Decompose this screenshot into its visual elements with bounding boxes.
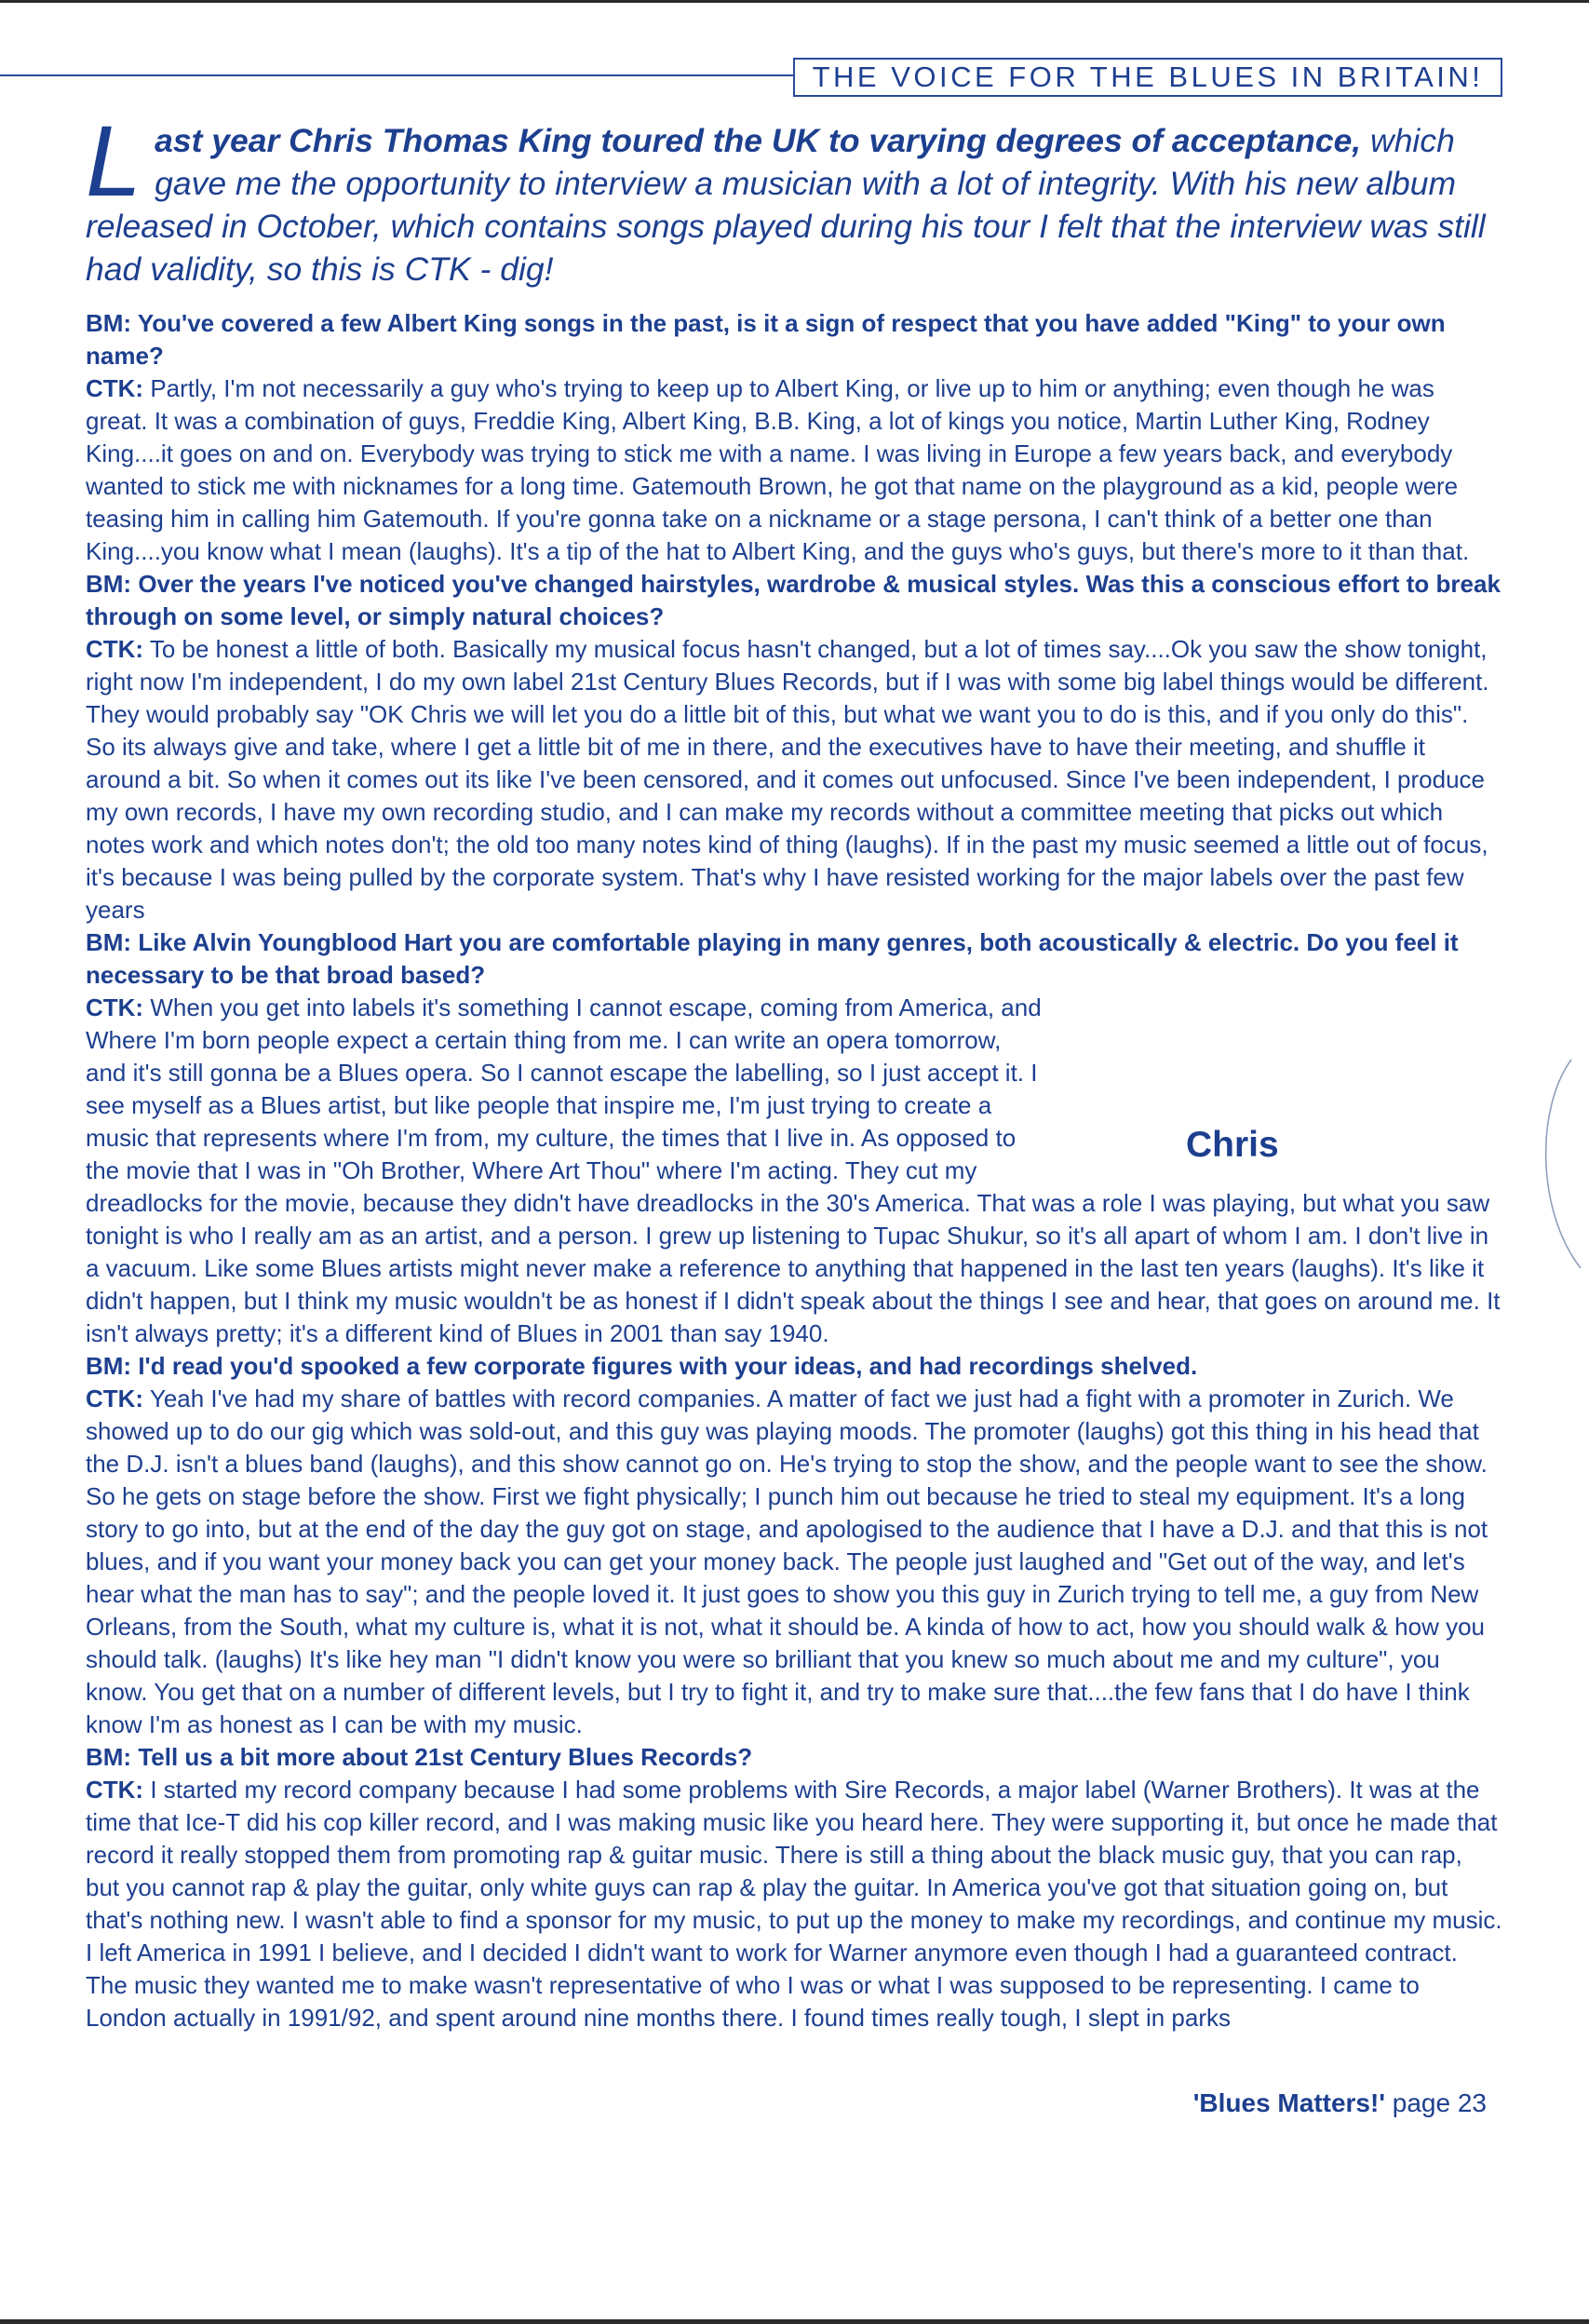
answer-text: When you get into labels it's something I cannot escape, coming from America, and Where I'm born people expect a certain thing from me. I can write an opera tomorrow, and it's still gonna be a Blues opera. So I cannot escape the labelling, so I just accept it. I see myself as a Blues artist, but like people that inspire me, I'm just trying to create a music that represents where I'm from, my culture, the times that I live in. As opposed to the movie that I was in "Oh Brother, Where Art Thou" where I'm acting. They cut my dreadlocks for the movie, because they didn't have dreadlocks in the 30's America. That was a role I was playing, but what you saw tonight is who I really am as an artist, and a person. I grew up listening to Tupac Shukur, so it's all apart of whom I am. I don't live in a vacuum. Like some Blues artists might never make a reference to anything that happened in the last ten years (laughs). It's like it didn't happen, but I think my music wouldn't be as honest if I didn't speak about the things I see and hear, that goes on around me. It isn't always pretty; it's a different kind of Blues in 2001 than say 1940.	[86, 993, 1501, 1347]
answer-text: Yeah I've had my share of battles with record companies. A matter of fact we just had a fight with a promoter in Zurich. We showed up to do our gig which was sold-out, and this guy was playing moods. The promoter (laughs) got this thing in his head that the D.J. isn't a blues band (laughs), and this show cannot go on. He's trying to stop the show, and the people want to see the show. So he gets on stage before the show. First we fight physically; I punch him out because he tried to steal my equipment. It's a long story to go into, but at the end of the day the guy got on stage, and apologised to the audience that I have a D.J. and that this is not blues, and if you want your money back you can get your money back. The people just laughed and "Get out of the way, and let's hear what the man has to say"; and the people loved it. It just goes to show you this guy in Zurich trying to tell me, a guy from New Orleans, from the South, what my culture is, what it is not, what it should be. A kinda of how to act, how you should walk & how you should talk. (laughs) It's like hey man "I didn't know you were so brilliant that you knew so much about me and my culture", you know. You get that on a number of different levels, but I try to fight it, and try to make sure that....the few fans that I do have I think know I'm as honest as I can be with my music.	[86, 1385, 1488, 1738]
interview-body	[86, 307, 1502, 2034]
answer-paragraph	[86, 1383, 1502, 1741]
question-text: Over the years I've noticed you've changed hairstyles, wardrobe & musical styles. Was this a conscious effort to break through on some level, or simply natural choices?	[86, 570, 1501, 630]
intro-text: which gave me the opportunity to interview a musician with a lot of integrity. With his new album released in October, which contains songs played during his tour I felt that the interview was still had validity, so this is CTK - dig!	[86, 122, 1486, 288]
question-paragraph	[86, 1350, 1502, 1383]
question-text: Like Alvin Youngblood Hart you are comfortable playing in many genres, both acoustically & electric. Do you feel it necessary to be that broad based?	[86, 928, 1459, 989]
question-paragraph	[86, 568, 1502, 633]
question-text: I'd read you'd spooked a few corporate figures with your ideas, and had recordings shelved.	[138, 1352, 1198, 1380]
header-rule	[0, 74, 793, 76]
bottom-border-rule	[0, 2319, 1589, 2324]
decorative-curve	[1527, 1052, 1582, 1276]
speaker-label: CTK:	[86, 993, 144, 1021]
speaker-label: CTK:	[86, 1776, 144, 1804]
speaker-label: BM:	[86, 570, 132, 598]
top-border-rule	[0, 0, 1589, 3]
answer-text: Partly, I'm not necessarily a guy who's trying to keep up to Albert King, or live up to him or anything; even though he was great. It was a combination of guys, Freddie King, Albert King, B.B. King, a lot of kings you notice, Martin Luther King, Rodney King....it goes on and on. Everybody was trying to stick me with a name. I was living in Europe a few years back, and everybody wanted to stick me with nicknames for a long time. Gatemouth Brown, he got that name on the playground as a kid, people were teasing him in calling him Gatemouth. If you're gonna take on a nickname or a stage persona, I can't think of a better one than King....you know what I mean (laughs). It's a tip of the hat to Albert King, and the guys who's guys, but there's more to it than that.	[86, 374, 1470, 565]
answer-paragraph	[86, 633, 1502, 926]
intro-paragraph	[86, 104, 1501, 290]
question-paragraph	[86, 307, 1502, 372]
question-text: Tell us a bit more about 21st Century Blues Records?	[138, 1743, 753, 1771]
answer-paragraph	[86, 1774, 1502, 2034]
speaker-label: BM:	[86, 1352, 132, 1380]
question-paragraph	[86, 926, 1502, 992]
drop-cap: L	[86, 104, 142, 217]
header-tagline: THE VOICE FOR THE BLUES IN BRITAIN!	[793, 58, 1502, 97]
speaker-label: CTK:	[86, 635, 144, 663]
speaker-label: BM:	[86, 928, 132, 956]
answer-text: To be honest a little of both. Basically my musical focus hasn't changed, but a lot of times say....Ok you saw the show tonight, right now I'm independent, I do my own label 21st Century Blues Records, but if I was with some big label things would be different. They would probably say "OK Chris we will let you do a little bit of this, but what we want you to do is this, and if you only do this". So its always give and take, where I get a little bit of me in there, and the executives have to have their meeting, and shuffle it around a bit. So when it comes out its like I've been censored, and it comes out unfocused. Since I've been independent, I produce my own records, I have my own recording studio, and I can make my records without a committee meeting that picks out which notes work and which notes don't; the old too many notes kind of thing (laughs). If in the past my music seemed a little out of focus, it's because I was being pulled by the corporate system. That's why I have resisted working for the major labels over the past few years	[86, 635, 1489, 924]
answer-paragraph	[86, 372, 1502, 568]
answer-text: I started my record company because I had some problems with Sire Records, a major label (Warner Brothers). It was at the time that Ice-T did his cop killer record, and I was making music like you heard here. They were supporting it, but once he made that record it really stopped them from promoting rap & guitar music. There is still a thing about the black music guy, that you can rap, but you cannot rap & play the guitar, only white guys can rap & play the guitar. In America you've got that situation going on, but that's nothing new. I wasn't able to find a sponsor for my music, to put up the money to make my recordings, and continue my music. I left America in 1991 I believe, and I decided I didn't want to work for Warner anymore even though I had a guaranteed contract. The music they wanted me to make wasn't representative of who I was or what I was supposed to be representing. I came to London actually in 1991/92, and spent around nine months there. I found times really tough, I slept in parks	[86, 1776, 1502, 2032]
speaker-label: BM:	[86, 309, 132, 337]
intro-lead: ast year Chris Thomas King toured the UK to varying degrees of acceptance,	[155, 122, 1362, 159]
magazine-name: 'Blues Matters!'	[1192, 2088, 1385, 2117]
page-footer	[1193, 2088, 1487, 2118]
speaker-label: CTK:	[86, 374, 144, 402]
question-paragraph	[86, 1741, 1502, 1774]
speaker-label: CTK:	[86, 1385, 144, 1412]
question-text: You've covered a few Albert King songs in the past, is it a sign of respect that you have added "King" to your own name?	[86, 309, 1446, 370]
pullout-area	[1065, 1024, 1502, 1182]
speaker-label: BM:	[86, 1743, 132, 1771]
answer-paragraph	[86, 992, 1502, 1350]
page-number: page 23	[1392, 2088, 1487, 2117]
pullout-name: Chris	[1186, 1125, 1279, 1165]
